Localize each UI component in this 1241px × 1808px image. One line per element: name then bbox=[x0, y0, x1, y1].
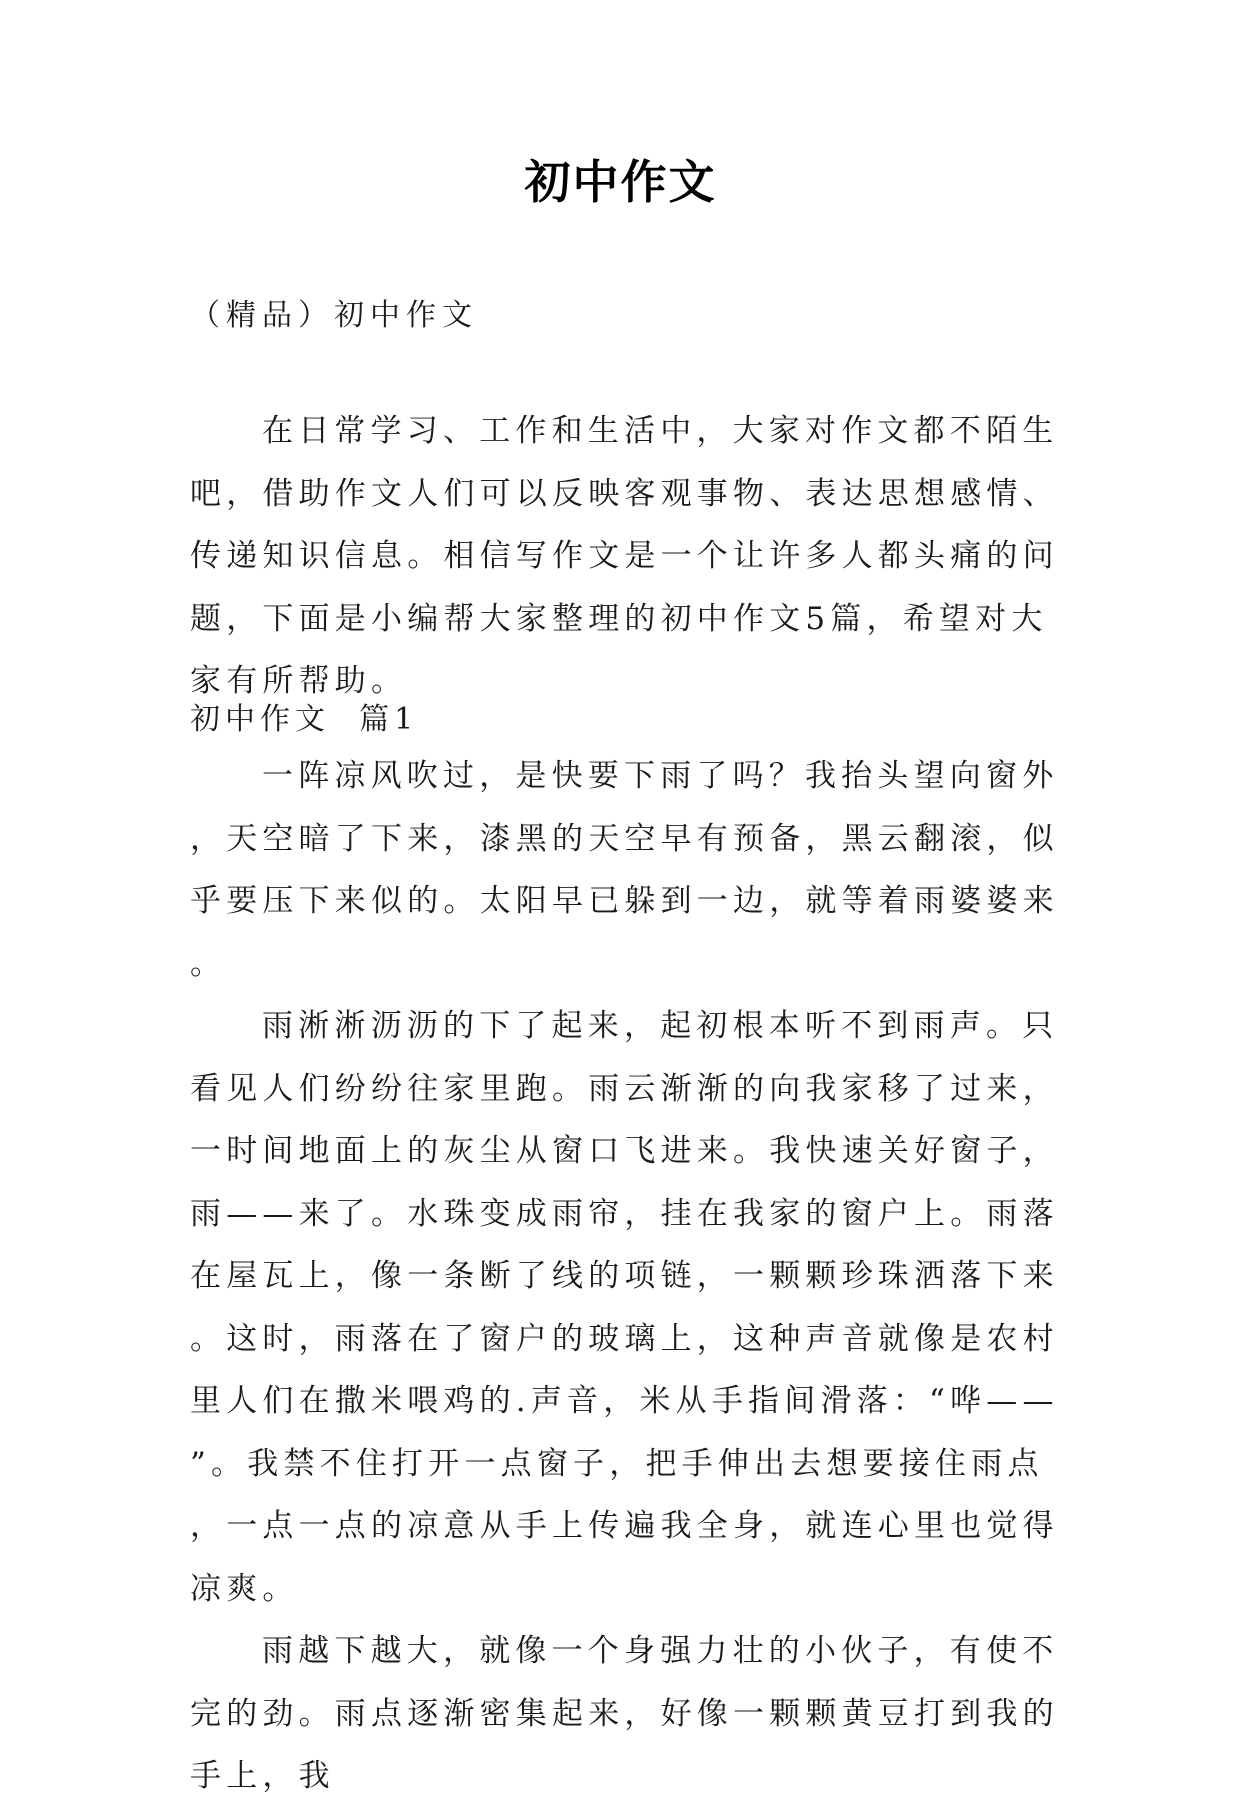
intro-paragraph: 在日常学习、工作和生活中，大家对作文都不陌生吧，借助作文人们可以反映客观事物、表达思想感情、传递知识信息。相信写作文是一个让许多人都头痛的问题，下面是小编帮大家整理的初中作文5篇，希望对大家有所帮助。 bbox=[190, 413, 1059, 699]
essay-paragraph: 雨越下越大，就像一个身强力壮的小伙子，有使不完的劲。雨点逐渐密集起来，好像一颗颗黄豆打到我的手上，我 bbox=[190, 1633, 1059, 1794]
intro-section bbox=[190, 400, 1070, 713]
essay-paragraph: 一阵凉风吹过，是快要下雨了吗？我抬头望向窗外，天空暗了下来，漆黑的天空早有预备，黑云翻滚，似乎要压下来似的。太阳早已躲到一边，就等着雨婆婆来。 bbox=[190, 758, 1059, 982]
document-subtitle: （精品）初中作文 bbox=[190, 298, 478, 333]
document-title: 初中作文 bbox=[524, 155, 717, 209]
section-heading: 初中作文 篇1 bbox=[190, 702, 419, 737]
essay-body bbox=[190, 745, 1070, 1808]
essay-paragraph: 雨淅淅沥沥的下了起来，起初根本听不到雨声。只看见人们纷纷往家里跑。雨云渐渐的向我家移了过来，一时间地面上的灰尘从窗口飞进来。我快速关好窗子，雨——来了。水珠变成雨帘，挂在我家的窗户上。雨落在屋瓦上，像一条断了线的项链，一颗颗珍珠洒落下来。这时，雨落在了窗户的玻璃上，这种声音就像是农村里人们在撒米喂鸡的.声音，米从手指间滑落：“哗——”。我禁不住打开一点窗子，把手伸出去想要接住雨点，一点一点的凉意从手上传遍我全身，就连心里也觉得凉爽。 bbox=[190, 1008, 1059, 1607]
